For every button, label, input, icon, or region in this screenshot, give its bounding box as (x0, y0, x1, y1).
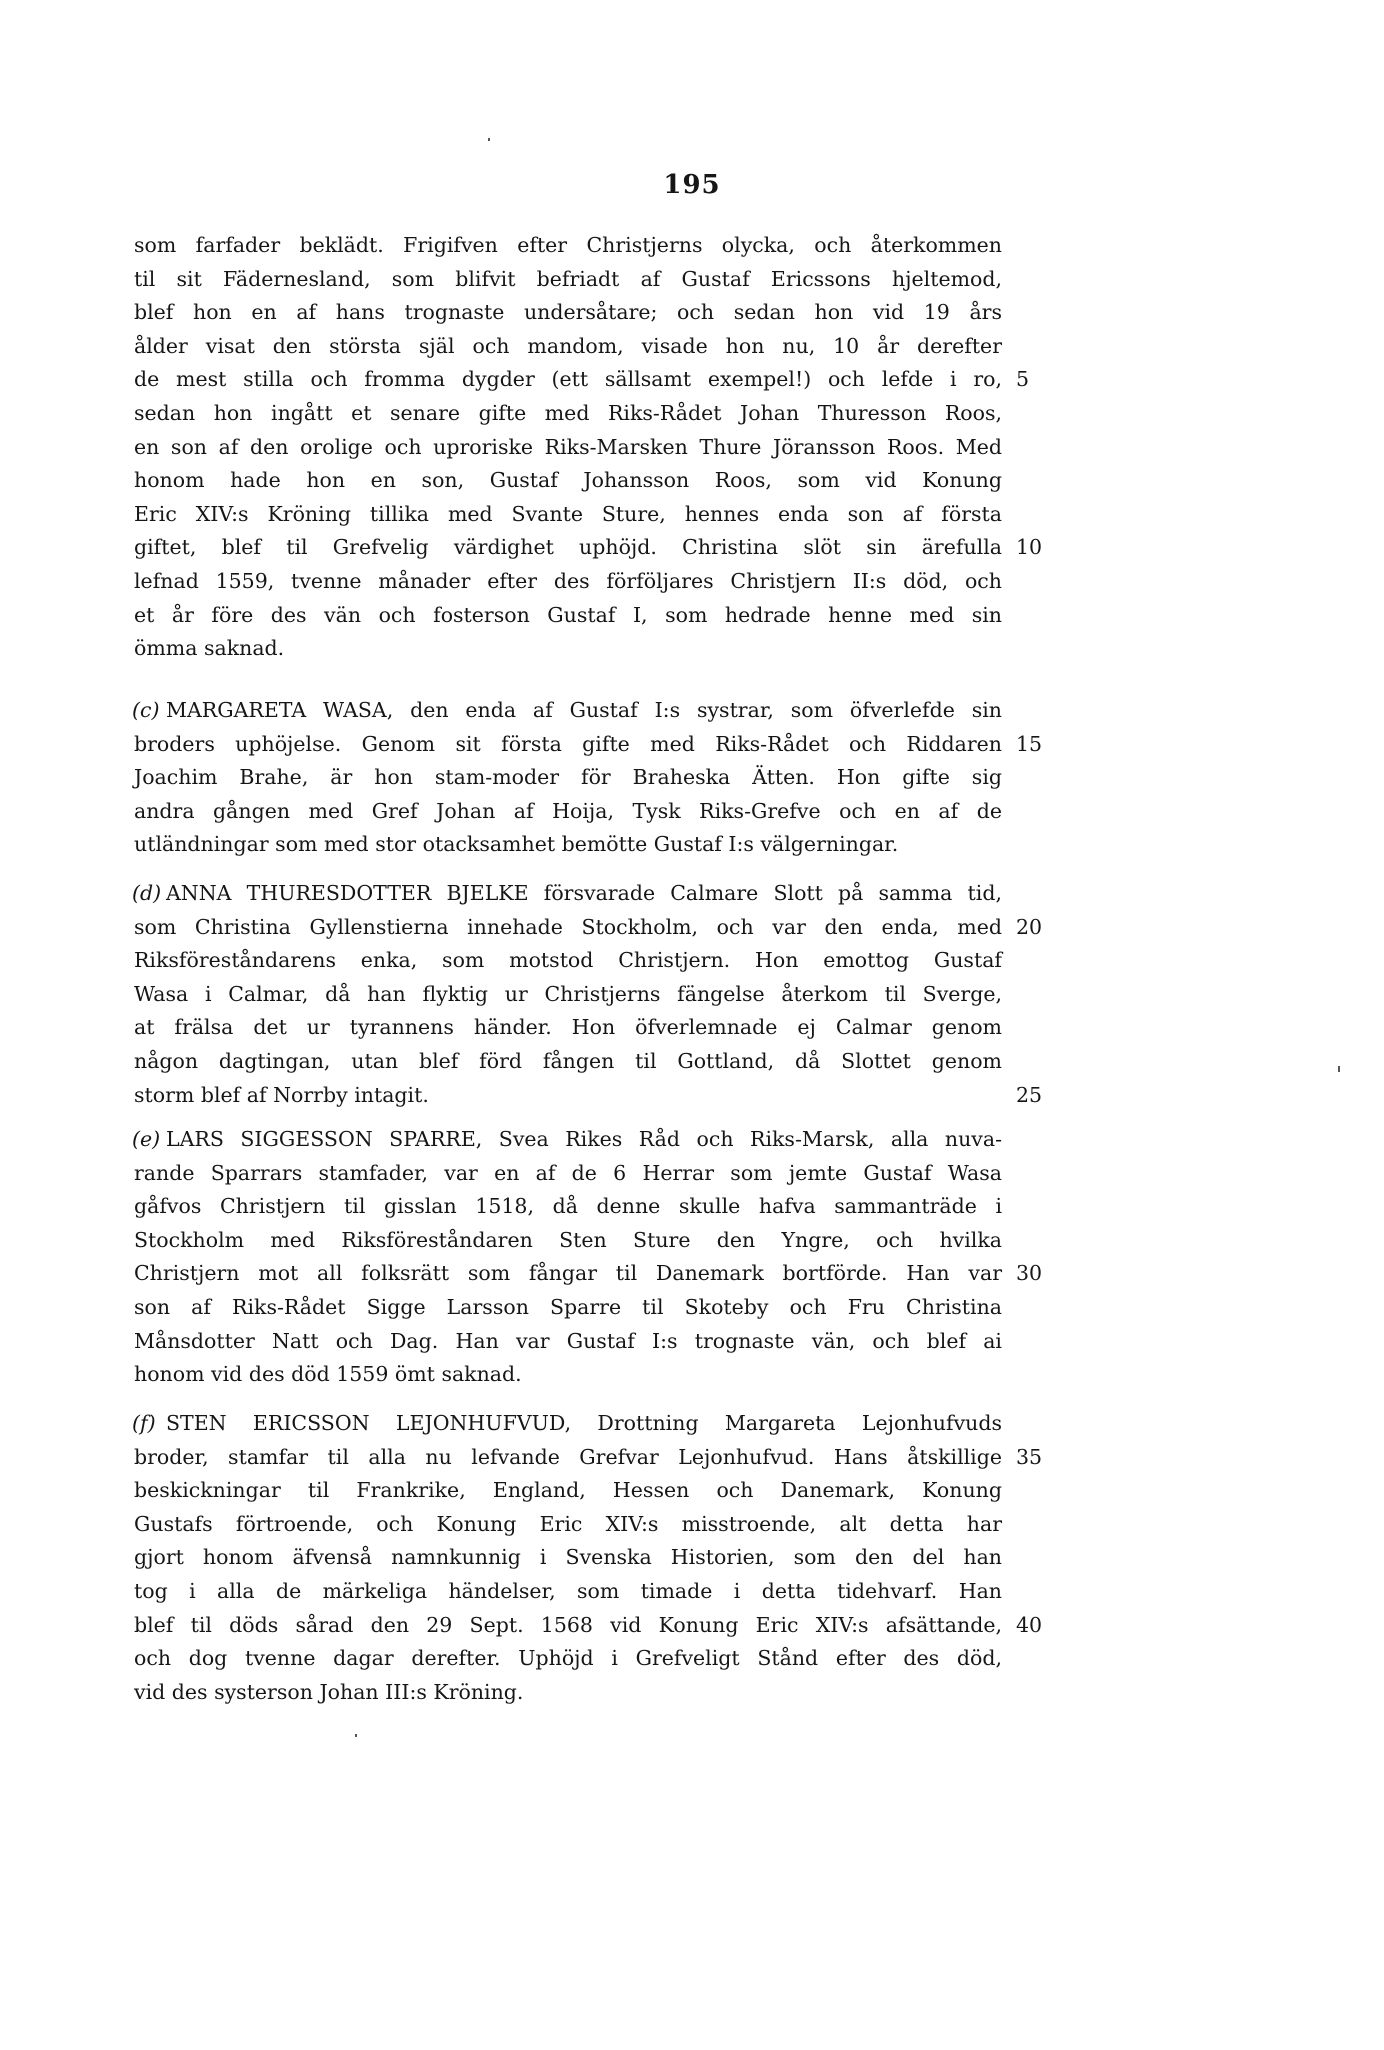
footnote-line: vid des systerson Johan III:s Kröning. (134, 1680, 524, 1704)
text-line: honom hade hon en son, Gustaf Johansson Roos, som vid Konung (134, 468, 1002, 492)
footnote-marker: (d) (132, 881, 162, 905)
text-line: til sit Fädernesland, som blifvit befriadt af Gustaf Ericssons hjeltemod, (134, 267, 1002, 291)
footnote-line: at frälsa det ur tyrannens händer. Hon öfverlemnade ej Calmar genom (134, 1015, 1002, 1039)
footnote-line: och dog tvenne dagar derefter. Uphöjd i Grefveligt Stånd efter des död, (134, 1646, 1002, 1670)
footnote-marker: (c) (132, 698, 160, 722)
footnote-line: gjort honom äfvenså namnkunnig i Svenska Historien, som den del han (134, 1545, 1002, 1569)
text-line: blef hon en af hans trognaste undersåtare; och sedan hon vid 19 års (134, 300, 1002, 324)
text-line: som farfader beklädt. Frigifven efter Christjerns olycka, och återkommen (134, 233, 1002, 257)
text-line: Eric XIV:s Kröning tillika med Svante Sture, hennes enda son af första (134, 502, 1002, 526)
footnote-line: blef til döds sårad den 29 Sept. 1568 vid Konung Eric XIV:s afsättande, (134, 1613, 1002, 1637)
text-line: lefnad 1559, tvenne månader efter des förföljares Christjern II:s död, och (134, 569, 1002, 593)
margin-line-number: 10 (1016, 535, 1043, 559)
margin-line-number: 30 (1016, 1261, 1043, 1285)
footnote-line: broder, stamfar til alla nu lefvande Grefvar Lejonhufvud. Hans åtskillige (134, 1445, 1002, 1469)
footnote-marker: (e) (132, 1127, 161, 1151)
text-line: ömma saknad. (134, 636, 285, 660)
footnote-line: storm blef af Norrby intagit. (134, 1083, 429, 1107)
margin-line-number: 5 (1016, 367, 1030, 391)
footnote-line: Gustafs förtroende, och Konung Eric XIV:s misstroende, alt detta har (134, 1512, 1002, 1536)
footnote-line: tog i alla de märkeliga händelser, som timade i detta tidehvarf. Han (134, 1579, 1002, 1603)
margin-line-number: 40 (1016, 1613, 1043, 1637)
print-speck (488, 138, 490, 141)
text-line: ålder visat den största själ och mandom, visade hon nu, 10 år derefter (134, 334, 1002, 358)
footnote-line: Wasa i Calmar, då han flyktig ur Christjerns fängelse återkom til Sverge, (134, 982, 1002, 1006)
footnote-line: Christjern mot all folksrätt som fångar til Danemark bortförde. Han var (134, 1261, 1002, 1285)
footnote-line: beskickningar til Frankrike, England, Hessen och Danemark, Konung (134, 1478, 1002, 1502)
footnote-line: rande Sparrars stamfader, var en af de 6 Herrar som jemte Gustaf Wasa (134, 1161, 1002, 1185)
text-line: en son af den orolige och uproriske Riks-Marsken Thure Jöransson Roos. Med (134, 435, 1002, 459)
margin-line-number: 35 (1016, 1445, 1043, 1469)
margin-line-number: 15 (1016, 732, 1043, 756)
footnote-line: broders uphöjelse. Genom sit första gifte med Riks-Rådet och Riddaren (134, 732, 1002, 756)
footnote-line: andra gången med Gref Johan af Hoija, Tysk Riks-Grefve och en af de (134, 799, 1002, 823)
footnote-marker: (f) (132, 1411, 156, 1435)
text-line: de mest stilla och fromma dygder (ett sällsamt exempel!) och lefde i ro, (134, 367, 1002, 391)
footnote-line: Stockholm med Riksföreståndaren Sten Sture den Yngre, och hvilka (134, 1228, 1002, 1252)
footnote-line: ANNA THURESDOTTER BJELKE försvarade Calmare Slott på samma tid, (166, 881, 1002, 905)
print-speck (355, 1734, 357, 1737)
footnote-line: Månsdotter Natt och Dag. Han var Gustaf I:s trognaste vän, och blef ai (134, 1329, 1002, 1353)
footnote-line: utländningar som med stor otacksamhet bemötte Gustaf I:s välgerningar. (134, 832, 899, 856)
footnote-line: som Christina Gyllenstierna innehade Stockholm, och var den enda, med (134, 915, 1002, 939)
footnote-line: Joachim Brahe, är hon stam-moder för Braheska Ätten. Hon gifte sig (134, 765, 1002, 789)
footnote-line: son af Riks-Rådet Sigge Larsson Sparre til Skoteby och Fru Christina (134, 1295, 1002, 1319)
print-speck (1338, 1066, 1340, 1072)
margin-line-number: 20 (1016, 915, 1043, 939)
footnote-line: gåfvos Christjern til gisslan 1518, då denne skulle hafva sammanträde i (134, 1194, 1002, 1218)
footnote-line: LARS SIGGESSON SPARRE, Svea Rikes Råd och Riks-Marsk, alla nuva- (166, 1127, 1002, 1151)
footnote-line: honom vid des död 1559 ömt saknad. (134, 1362, 522, 1386)
margin-line-number: 25 (1016, 1083, 1043, 1107)
footnote-line: någon dagtingan, utan blef förd fången til Gottland, då Slottet genom (134, 1049, 1002, 1073)
page-number: 195 (663, 170, 721, 200)
text-line: et år före des vän och fosterson Gustaf I, som hedrade henne med sin (134, 603, 1002, 627)
footnote-line: Riksföreståndarens enka, som motstod Christjern. Hon emottog Gustaf (134, 948, 1002, 972)
footnote-line: MARGARETA WASA, den enda af Gustaf I:s systrar, som öfverlefde sin (166, 698, 1002, 722)
text-line: giftet, blef til Grefvelig värdighet uphöjd. Christina slöt sin ärefulla (134, 535, 1002, 559)
text-line: sedan hon ingått et senare gifte med Riks-Rådet Johan Thuresson Roos, (134, 401, 1002, 425)
footnote-line: STEN ERICSSON LEJONHUFVUD, Drottning Margareta Lejonhufvuds (166, 1411, 1002, 1435)
